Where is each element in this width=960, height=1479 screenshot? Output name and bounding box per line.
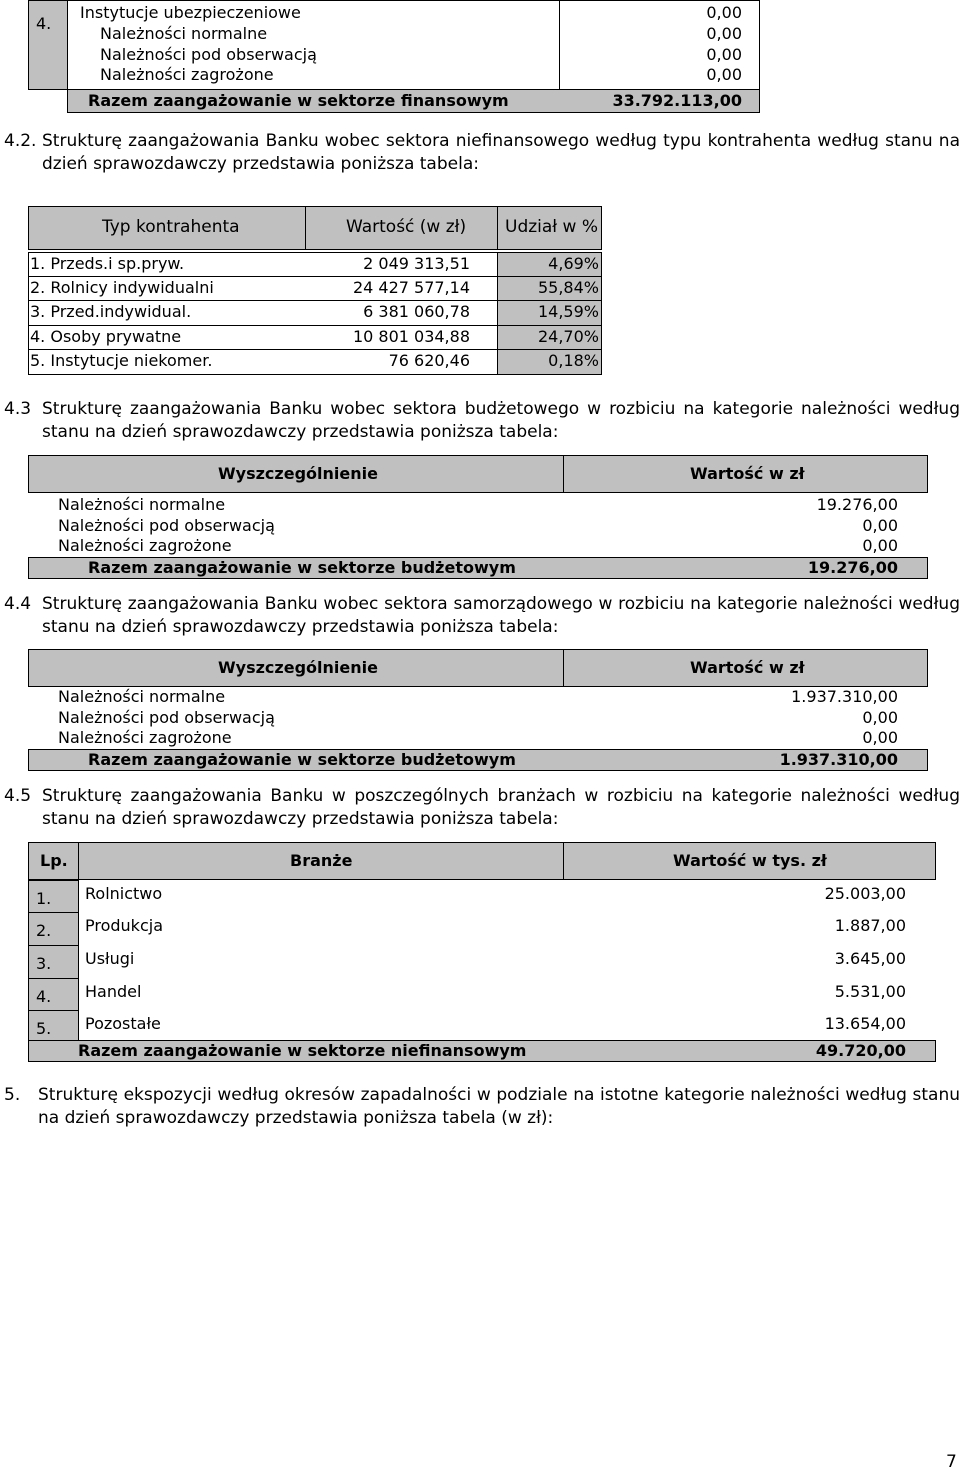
row-value: 0,00 xyxy=(862,708,898,727)
section-number: 5. xyxy=(4,1085,21,1105)
row-industry: Rolnictwo xyxy=(85,884,163,903)
table-row-type: 1. Przeds.i sp.pryw. xyxy=(30,254,185,273)
row-label: Należności zagrożone xyxy=(58,536,232,555)
item-label: Należności normalne xyxy=(100,24,268,43)
header-value: Wartość w tys. zł xyxy=(673,851,827,870)
header-description: Wyszczególnienie xyxy=(218,658,378,677)
table-row-type: 3. Przed.indywidual. xyxy=(30,302,192,321)
total-label: Razem zaangażowanie w sektorze finansowym xyxy=(88,91,509,110)
section-number: 4.5 xyxy=(4,786,32,806)
table-row-value: 6 381 060,78 xyxy=(363,302,470,321)
category-label: Instytucje ubezpieczeniowe xyxy=(80,3,301,22)
row-lp: 2. xyxy=(36,921,52,940)
row-value: 0,00 xyxy=(862,728,898,747)
table-row-value: 2 049 313,51 xyxy=(363,254,470,273)
row-industry: Usługi xyxy=(85,949,135,968)
total-label: Razem zaangażowanie w sektorze niefinansowym xyxy=(78,1041,527,1060)
row-value: 3.645,00 xyxy=(834,949,906,968)
row-label: Należności normalne xyxy=(58,687,226,706)
section-paragraph: Strukturę zaangażowania Banku wobec sektora niefinansowego według typu kontrahenta według stanu na dzień sprawozdawczy przedstawia poniższa tabela: xyxy=(42,131,960,174)
row-lp: 5. xyxy=(36,1019,52,1038)
row-lp: 4. xyxy=(36,987,52,1006)
header-lp: Lp. xyxy=(40,851,68,870)
table-row-type: 4. Osoby prywatne xyxy=(30,327,182,346)
row-lp: 1. xyxy=(36,889,52,908)
section-paragraph: Strukturę zaangażowania Banku wobec sektora budżetowego w rozbiciu na kategorie należności według stanu na dzień sprawozdawczy przedstawia poniższa tabela: xyxy=(42,399,960,442)
row-value: 13.654,00 xyxy=(824,1014,906,1033)
item-label: Należności pod obserwacją xyxy=(100,45,317,64)
row-lp: 3. xyxy=(36,954,52,973)
table-row-share: 55,84% xyxy=(537,278,599,297)
table-row-share: 24,70% xyxy=(537,327,599,346)
row-label: Należności zagrożone xyxy=(58,728,232,747)
page-number: 7 xyxy=(946,1452,957,1472)
header-share: Udział w % xyxy=(505,217,598,237)
row-value: 5.531,00 xyxy=(834,982,906,1001)
section-paragraph: Strukturę ekspozycji według okresów zapadalności w podziale na istotne kategorie należności według stanu na dzień sprawozdawczy przedstawia poniższa tabela (w zł): xyxy=(38,1085,960,1128)
row-value: 25.003,00 xyxy=(824,884,906,903)
row-value: 0,00 xyxy=(862,516,898,535)
header-value: Wartość w zł xyxy=(690,658,805,677)
header-description: Wyszczególnienie xyxy=(218,464,378,483)
total-label: Razem zaangażowanie w sektorze budżetowym xyxy=(88,750,516,769)
item-value: 0,00 xyxy=(706,45,742,64)
header-type: Typ kontrahenta xyxy=(102,217,240,237)
total-value: 49.720,00 xyxy=(815,1041,906,1060)
row-value: 1.887,00 xyxy=(834,916,906,935)
row-value: 19.276,00 xyxy=(816,495,898,514)
item-label: Należności zagrożone xyxy=(100,65,274,84)
table-row-type: 5. Instytucje niekomer. xyxy=(30,351,213,370)
row-value: 0,00 xyxy=(862,536,898,555)
total-value: 33.792.113,00 xyxy=(612,91,742,110)
total-label: Razem zaangażowanie w sektorze budżetowym xyxy=(88,558,516,577)
table-row-type: 2. Rolnicy indywidualni xyxy=(30,278,214,297)
table-row-value: 76 620,46 xyxy=(388,351,470,370)
header-industry: Branże xyxy=(290,851,353,870)
section-number: 4.3 xyxy=(4,399,32,419)
item-value: 0,00 xyxy=(706,65,742,84)
section-number: 4.2. xyxy=(4,131,37,151)
total-value: 19.276,00 xyxy=(807,558,898,577)
table-row-value: 10 801 034,88 xyxy=(352,327,470,346)
section-paragraph: Strukturę zaangażowania Banku wobec sektora samorządowego w rozbiciu na kategorie należności według stanu na dzień sprawozdawczy przedstawia poniższa tabela: xyxy=(42,594,960,637)
row-number: 4. xyxy=(36,14,52,33)
row-label: Należności pod obserwacją xyxy=(58,708,275,727)
table-row-share: 4,69% xyxy=(548,254,599,273)
row-industry: Produkcja xyxy=(85,916,163,935)
row-label: Należności pod obserwacją xyxy=(58,516,275,535)
total-value: 1.937.310,00 xyxy=(779,750,898,769)
category-value: 0,00 xyxy=(706,3,742,22)
section-paragraph: Strukturę zaangażowania Banku w poszczególnych branżach w rozbiciu na kategorie należności według stanu na dzień sprawozdawczy przedstawia poniższa tabela: xyxy=(42,786,960,829)
header-value: Wartość w zł xyxy=(690,464,805,483)
section-number: 4.4 xyxy=(4,594,32,614)
row-industry: Handel xyxy=(85,982,142,1001)
table-row-value: 24 427 577,14 xyxy=(352,278,470,297)
row-label: Należności normalne xyxy=(58,495,226,514)
item-value: 0,00 xyxy=(706,24,742,43)
row-industry: Pozostałe xyxy=(85,1014,161,1033)
header-value: Wartość (w zł) xyxy=(346,217,467,237)
table-row-share: 14,59% xyxy=(537,302,599,321)
row-value: 1.937.310,00 xyxy=(791,687,898,706)
table-row-share: 0,18% xyxy=(548,351,599,370)
